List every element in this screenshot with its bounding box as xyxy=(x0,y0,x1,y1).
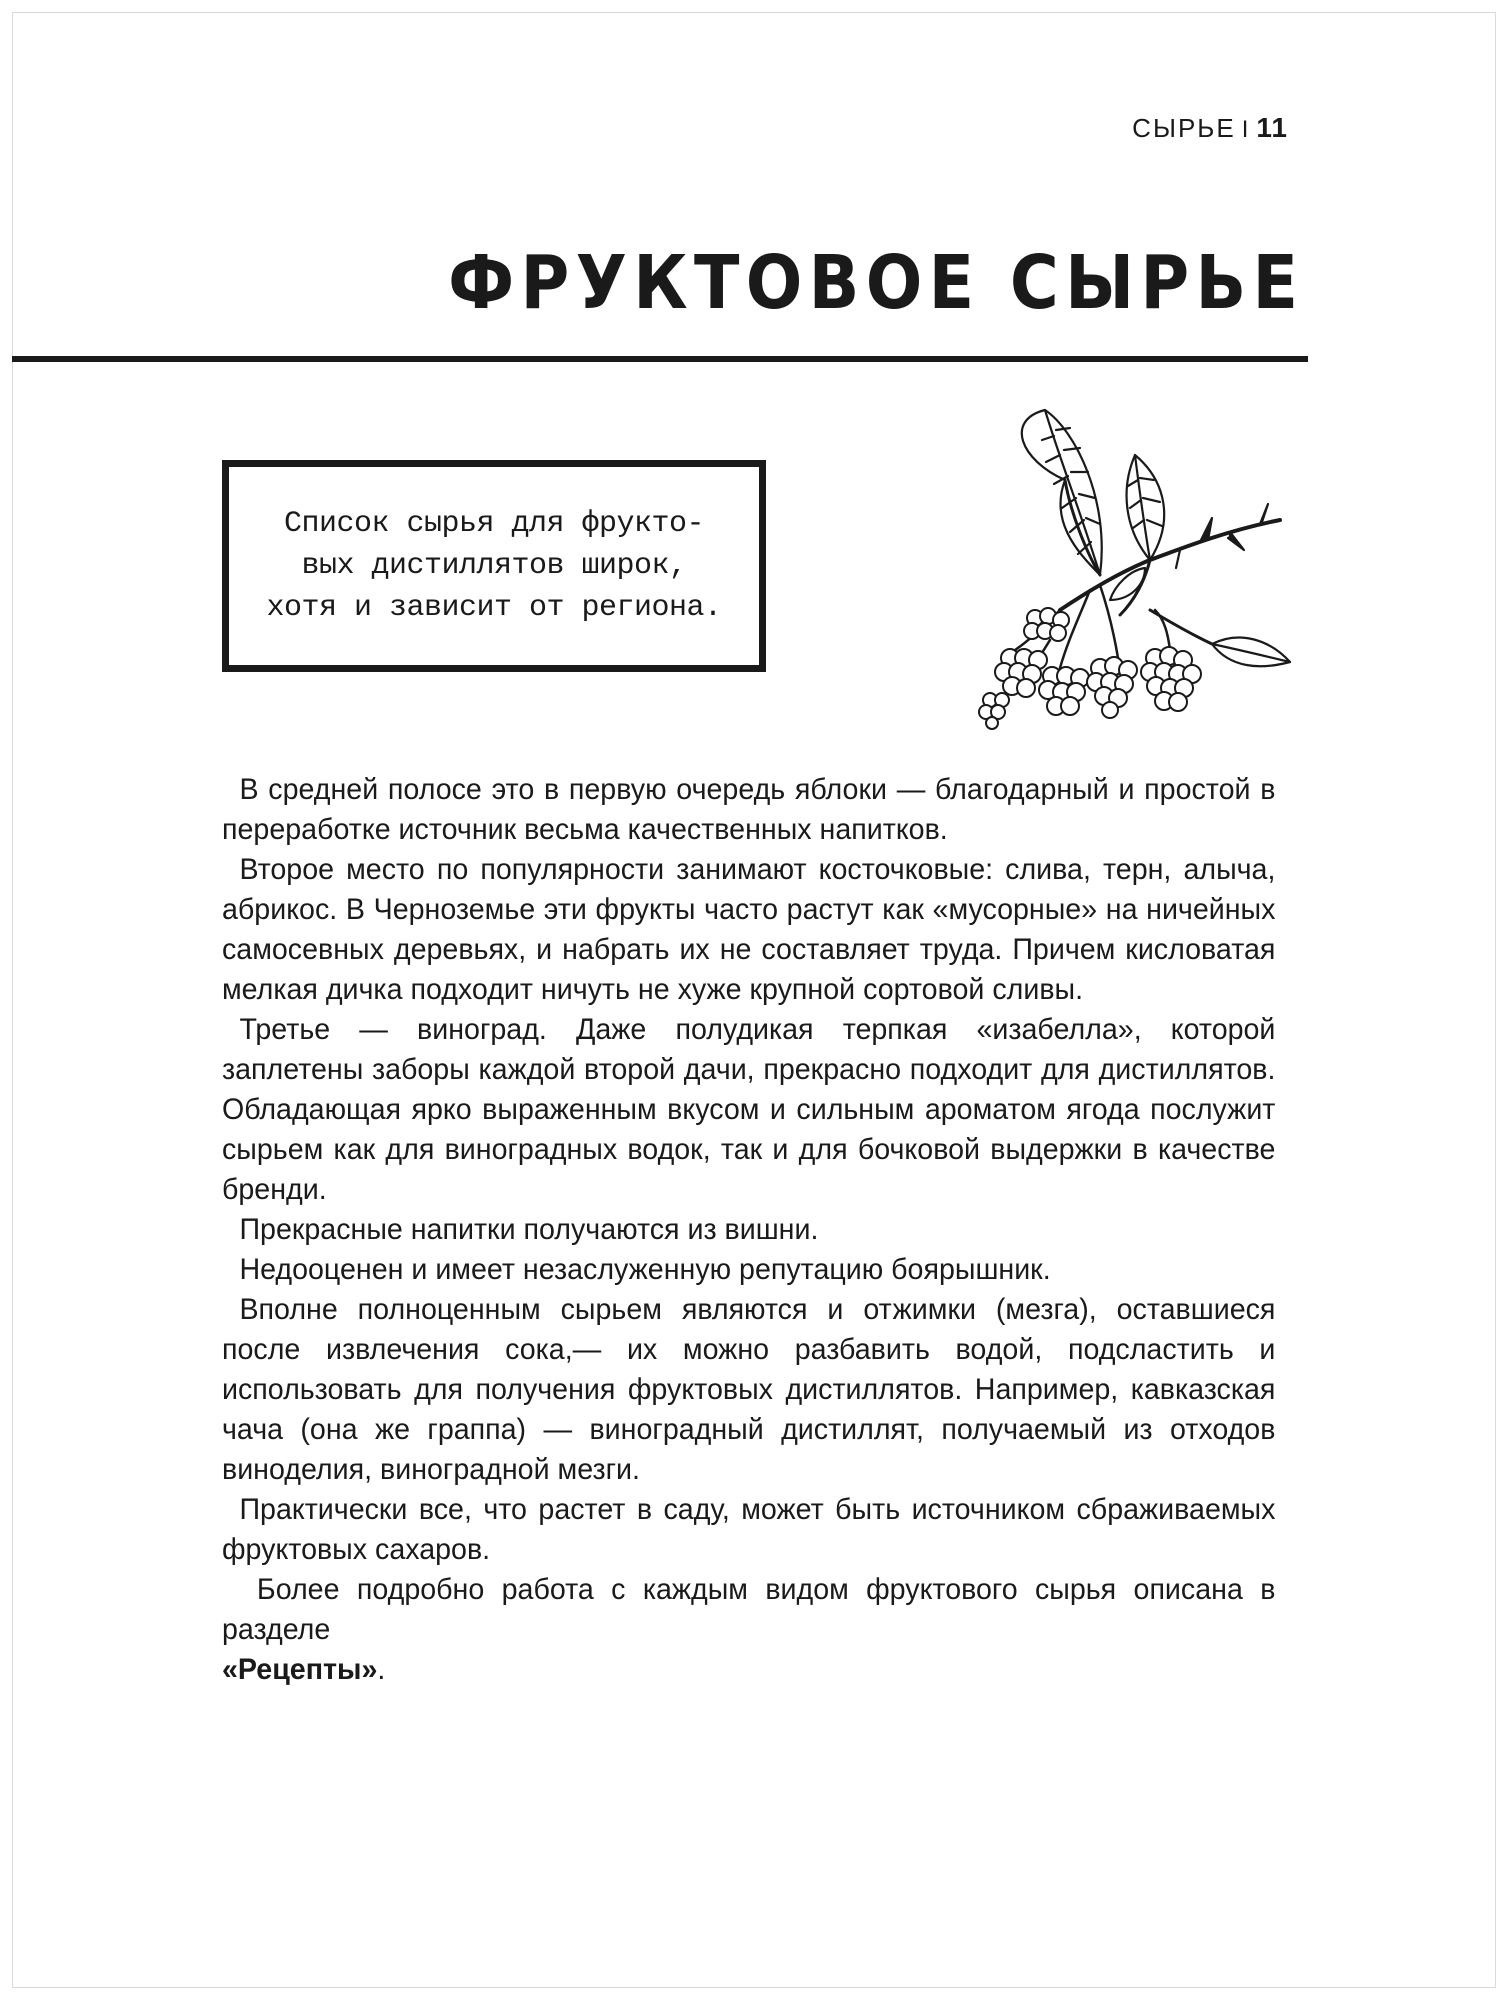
callout-text xyxy=(266,503,721,629)
body-paragraph: Второе место по популярности занимают косточковые: слива, терн, алыча, абрикос. В Черноземье эти фрукты часто растут как «мусорные» на ничейных самосевных деревьях, и набрать их не составляет труда. Причем кисловатая мелкая дичка подходит ничуть не хуже крупной сортовой сливы. xyxy=(222,853,1276,1006)
running-header xyxy=(1132,112,1288,144)
body-paragraph: Вполне полноценным сырьем являются и отжимки (мезга), оставшиеся после извлечения сока,— их можно разбавить водой, подсластить и использовать для получения фруктовых дистиллятов. Например, кавказская чача (она же граппа) — виноградный дистиллят, получаемый из отходов виноделия, виноградной мезги. xyxy=(222,1293,1276,1486)
recipes-section-reference: «Рецепты» xyxy=(222,1653,378,1686)
blackberry-branch-icon xyxy=(950,400,1300,730)
running-header-separator: I xyxy=(1241,116,1251,143)
callout-line: вых дистиллятов широк, xyxy=(301,549,687,583)
chapter-title: ФРУКТОВОЕ СЫРЬЕ xyxy=(447,240,1304,326)
body-paragraph: В средней полосе это в первую очередь яблоки — благодарный и простой в переработке источник весьма качественных напитков. xyxy=(222,773,1276,846)
final-text: Более подробно работа с каждым видом фруктового сырья описана в разделе xyxy=(222,1573,1276,1646)
body-paragraph: Третье — виноград. Даже полудикая терпкая «изабелла», которой заплетены заборы каждой второй дачи, прекрасно подходит для дистиллятов. Обладающая ярко выраженным вкусом и сильным ароматом ягода послужит сырьем как для виноградных водок, так и для бочковой выдержки в качестве бренди. xyxy=(222,1013,1276,1206)
callout-line: хотя и зависит от региона. xyxy=(266,591,722,625)
page-number: 11 xyxy=(1256,112,1288,143)
body-paragraph-final xyxy=(222,1570,1275,1690)
callout-line: Список сырья для фрукто- xyxy=(283,507,705,541)
body-paragraph: Прекрасные напитки получаются из вишни. xyxy=(239,1213,819,1246)
title-rule xyxy=(12,356,1308,362)
running-header-section: СЫРЬЕ xyxy=(1132,113,1236,143)
callout-box xyxy=(222,460,766,672)
body-text xyxy=(222,770,1275,1690)
body-paragraph: Практически все, что растет в саду, может быть источником сбраживаемых фруктовых сахаров. xyxy=(222,1493,1276,1566)
body-paragraph: Недооценен и имеет незаслуженную репутацию боярышник. xyxy=(239,1253,1051,1286)
final-punct: . xyxy=(377,1653,386,1686)
